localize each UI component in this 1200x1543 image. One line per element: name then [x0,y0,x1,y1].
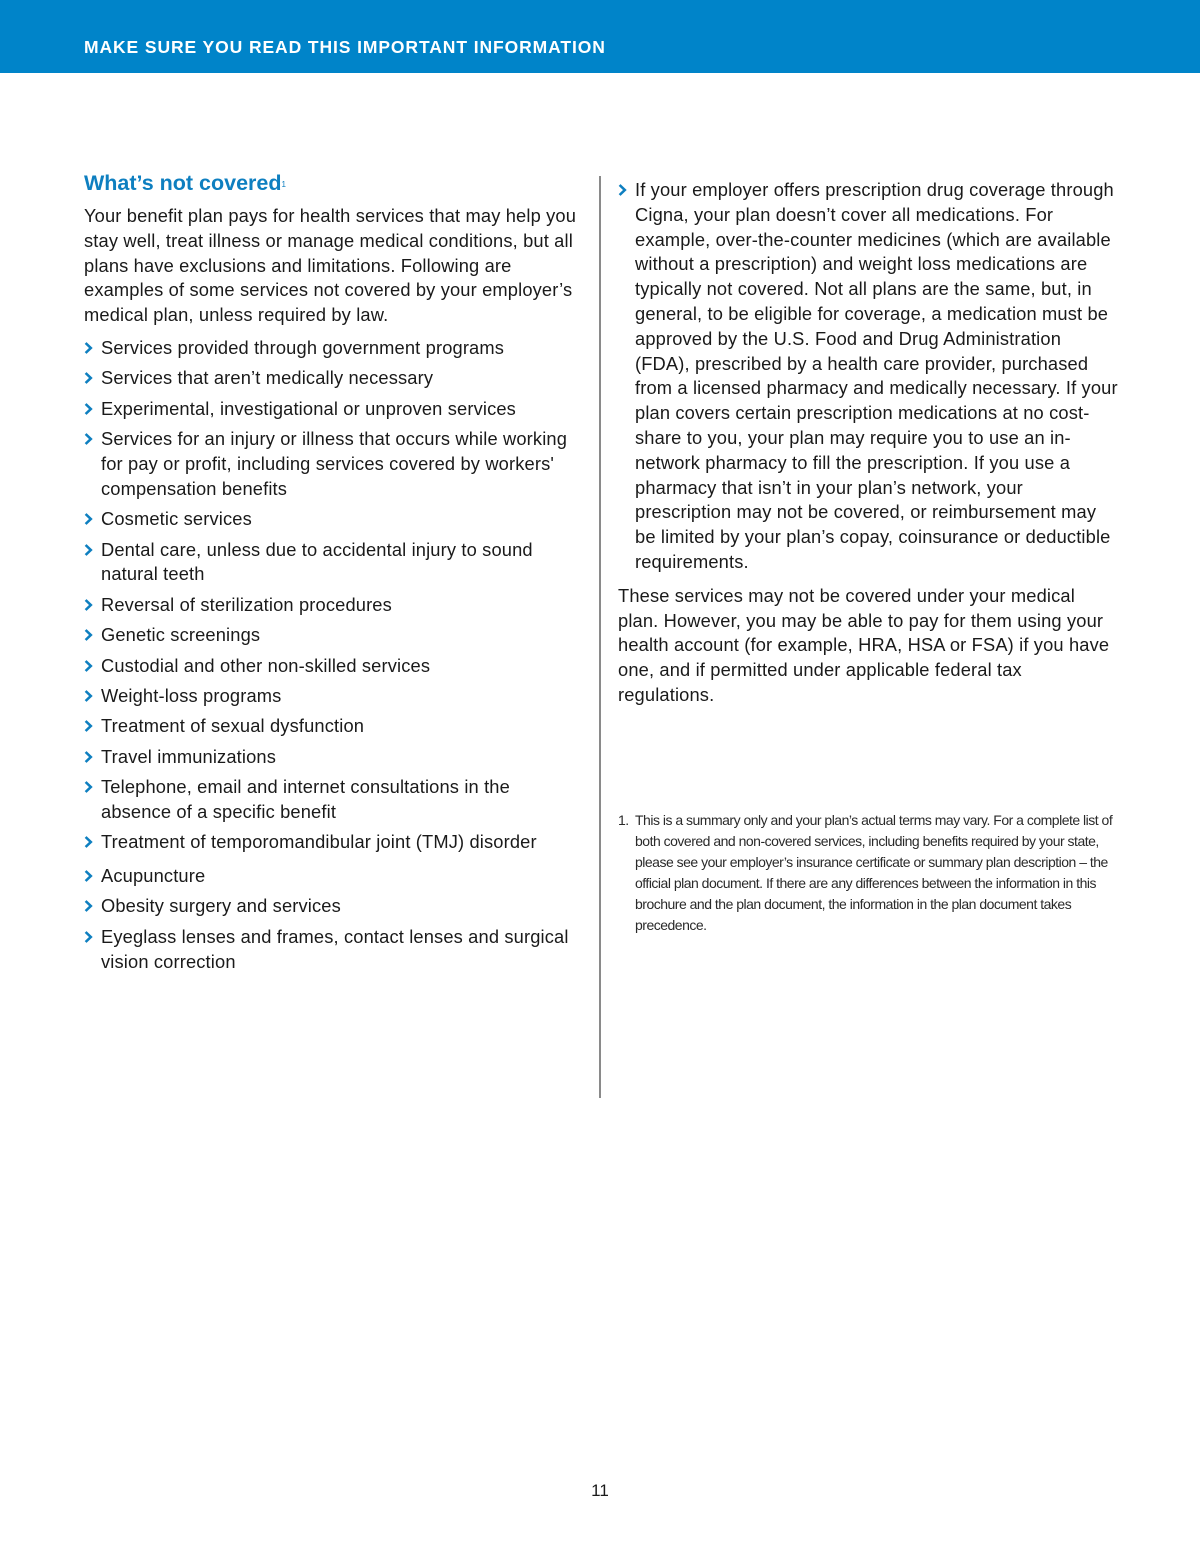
chevron-right-icon [84,544,93,556]
list-item [84,714,584,739]
list-item-text: Services for an injury or illness that occurs while working for pay or profit, including services covered by workers' compensation benefits [101,428,568,499]
footnote [618,810,1114,936]
intro-paragraph: Your benefit plan pays for health services that may help you stay well, treat illness or manage medical conditions, but all plans have exclusions and limitations. Following are examples of some services not covered by your employer’s medical plan, unless required by law. [84,205,577,326]
prescription-bullet [618,178,1118,575]
list-item-text: Travel immunizations [101,745,277,767]
chevron-right-icon [84,720,93,732]
chevron-right-icon [84,900,93,912]
chevron-right-icon [84,629,93,641]
list-item-text: Custodial and other non-skilled services [101,654,431,676]
list-item-text: Cosmetic services [101,508,252,530]
list-item [84,397,584,422]
list-item-text: Services provided through government programs [101,336,505,358]
list-item-text: Reversal of sterilization procedures [101,593,392,615]
chevron-right-icon [84,513,93,525]
page-number: 11 [591,1481,609,1500]
list-item [84,654,584,679]
footnote-number: 1. [618,812,629,828]
header-banner [0,0,1200,73]
footnote-reference: 1 [281,180,286,189]
banner-title: MAKE SURE YOU READ THIS IMPORTANT INFORMATION [84,37,606,57]
chevron-right-icon [84,372,93,384]
list-item-text: Experimental, investigational or unproven services [101,397,516,419]
chevron-right-icon [84,870,93,882]
chevron-right-icon [84,931,93,943]
list-item [84,925,584,975]
column-divider [599,176,601,1098]
chevron-right-icon [84,660,93,672]
chevron-right-icon [84,403,93,415]
list-item-text: Dental care, unless due to accidental injury to sound natural teeth [101,538,533,585]
footnote-text: This is a summary only and your plan’s actual terms may vary. For a complete list of both covered and non-covered services, including benefits required by your state, please see your employer’s insurance certificate or summary plan description – the official plan document. If there are any differences between the information in this brochure and the plan document, the information in the plan document takes precedence. [635,812,1113,933]
list-item [84,894,584,919]
list-item [84,830,584,855]
list-item-text: Genetic screenings [101,624,261,646]
list-item [84,775,584,825]
list-item [84,336,584,361]
list-item-text: Treatment of temporomandibular joint (TMJ) disorder [101,831,537,853]
not-covered-list [84,336,584,974]
list-item-text: Obesity surgery and services [101,895,341,917]
list-item [84,684,584,709]
health-account-paragraph: These services may not be covered under your medical plan. However, you may be able to pay for them using your health account (for example, HRA, HSA or FSA) if you have one, and if permitted under applicable federal tax regulations. [618,584,1110,705]
chevron-right-icon [84,751,93,763]
section-heading-text: What’s not covered [84,171,282,195]
chevron-right-icon [84,433,93,445]
list-item-text: Services that aren’t medically necessary [101,367,434,389]
chevron-right-icon [84,781,93,793]
chevron-right-icon [618,184,627,196]
list-item [84,623,584,648]
list-item-text: Acupuncture [101,865,206,887]
chevron-right-icon [84,599,93,611]
list-item [84,427,584,501]
list-item [84,864,584,889]
chevron-right-icon [84,690,93,702]
chevron-right-icon [84,342,93,354]
section-heading [84,170,584,196]
list-item [84,507,584,532]
prescription-bullet-text: If your employer offers prescription drug coverage through Cigna, your plan doesn’t cover all medications. For example, over-the-counter medicines (which are available without a prescription) and weight loss medications are typically not covered. Not all plans are the same, but, in general, to be eligible for coverage, a medication must be approved by the U.S. Food and Drug Administration (FDA), prescribed by a health care provider, purchased from a licensed pharmacy and medically necessary. If your plan covers certain prescription medications at no cost-share to you, your plan may require you to use an in-network pharmacy to fill the prescription. If you use a pharmacy that isn’t in your plan’s network, your prescription may not be covered, or reimbursement may be limited by your plan’s copay, coinsurance or deductible requirements. [635,179,1118,572]
list-item [84,745,584,770]
right-column [618,178,1118,708]
list-item-text: Eyeglass lenses and frames, contact lenses and surgical vision correction [101,925,569,972]
list-item [84,366,584,391]
list-item-text: Treatment of sexual dysfunction [101,715,365,737]
list-item [84,593,584,618]
list-item-text: Weight-loss programs [101,684,282,706]
left-column [84,170,584,980]
chevron-right-icon [84,836,93,848]
list-item [84,538,584,588]
list-item-text: Telephone, email and internet consultations in the absence of a specific benefit [101,776,510,822]
